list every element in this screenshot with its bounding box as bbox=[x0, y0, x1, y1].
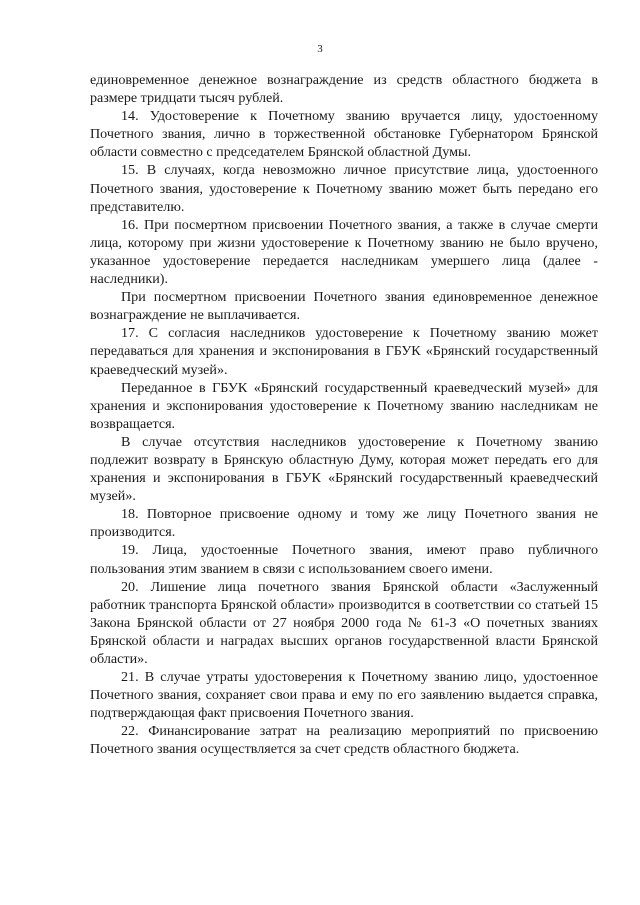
paragraph-18: 18. Повторное присвоение одному и тому же лицу Почетного звания не производится. bbox=[90, 506, 598, 541]
paragraph-15: 15. В случаях, когда невозможно личное присутствие лица, удостоенного Почетного звания, удостоверение к Почетному званию может быть передано его представителю. bbox=[90, 162, 598, 215]
paragraph-16-posthumous: При посмертном присвоении Почетного звания единовременное денежное вознаграждение не выплачивается. bbox=[90, 289, 598, 324]
paragraph-22: 22. Финансирование затрат на реализацию мероприятий по присвоению Почетного звания осуществляется за счет средств областного бюджета. bbox=[90, 723, 598, 758]
paragraph-14: 14. Удостоверение к Почетному званию вручается лицу, удостоенному Почетного звания, лично в торжественной обстановке Губернатором Брянской области совместно с председателем Брянской областной Думы. bbox=[90, 108, 598, 161]
paragraph-19: 19. Лица, удостоенные Почетного звания, имеют право публичного пользования этим званием в связи с использованием своего имени. bbox=[90, 542, 598, 577]
document-body bbox=[90, 71, 598, 759]
page-number: 3 bbox=[317, 43, 323, 55]
paragraph-17-transferred: Переданное в ГБУК «Брянский государственный краеведческий музей» для хранения и экспонирования удостоверение к Почетному званию наследникам не возвращается. bbox=[90, 379, 598, 432]
paragraph-continuation: единовременное денежное вознаграждение из средств областного бюджета в размере тридцати тысяч рублей. bbox=[90, 72, 598, 107]
paragraph-21: 21. В случае утраты удостоверения к Почетному званию лицо, удостоенное Почетного звания, сохраняет свои права и ему по его заявлению выдается справка, подтверждающая факт присвоения Почетного звания. bbox=[90, 669, 598, 722]
paragraph-20: 20. Лишение лица почетного звания Брянской области «Заслуженный работник транспорта Брянской области» производится в соответствии со статьей 15 Закона Брянской области от 27 ноября 2000 года № 61-З «О почетных званиях Брянской области и наградах высших органов государственной власти Брянской области». bbox=[90, 578, 598, 667]
paragraph-16: 16. При посмертном присвоении Почетного звания, а также в случае смерти лица, которому при жизни удостоверение к Почетному званию не было вручено, указанное удостоверение передается наследникам умершего лица (далее - наследники). bbox=[90, 216, 598, 288]
paragraph-17: 17. С согласия наследников удостоверение к Почетному званию может передаваться для хранения и экспонирования в ГБУК «Брянский государственный краеведческий музей». bbox=[90, 325, 598, 378]
paragraph-17-no-heirs: В случае отсутствия наследников удостоверение к Почетному званию подлежит возврату в Брянскую областную Думу, которая может передать его для хранения и экспонирования в ГБУК «Брянский государственный краеведческий музей». bbox=[90, 433, 598, 505]
